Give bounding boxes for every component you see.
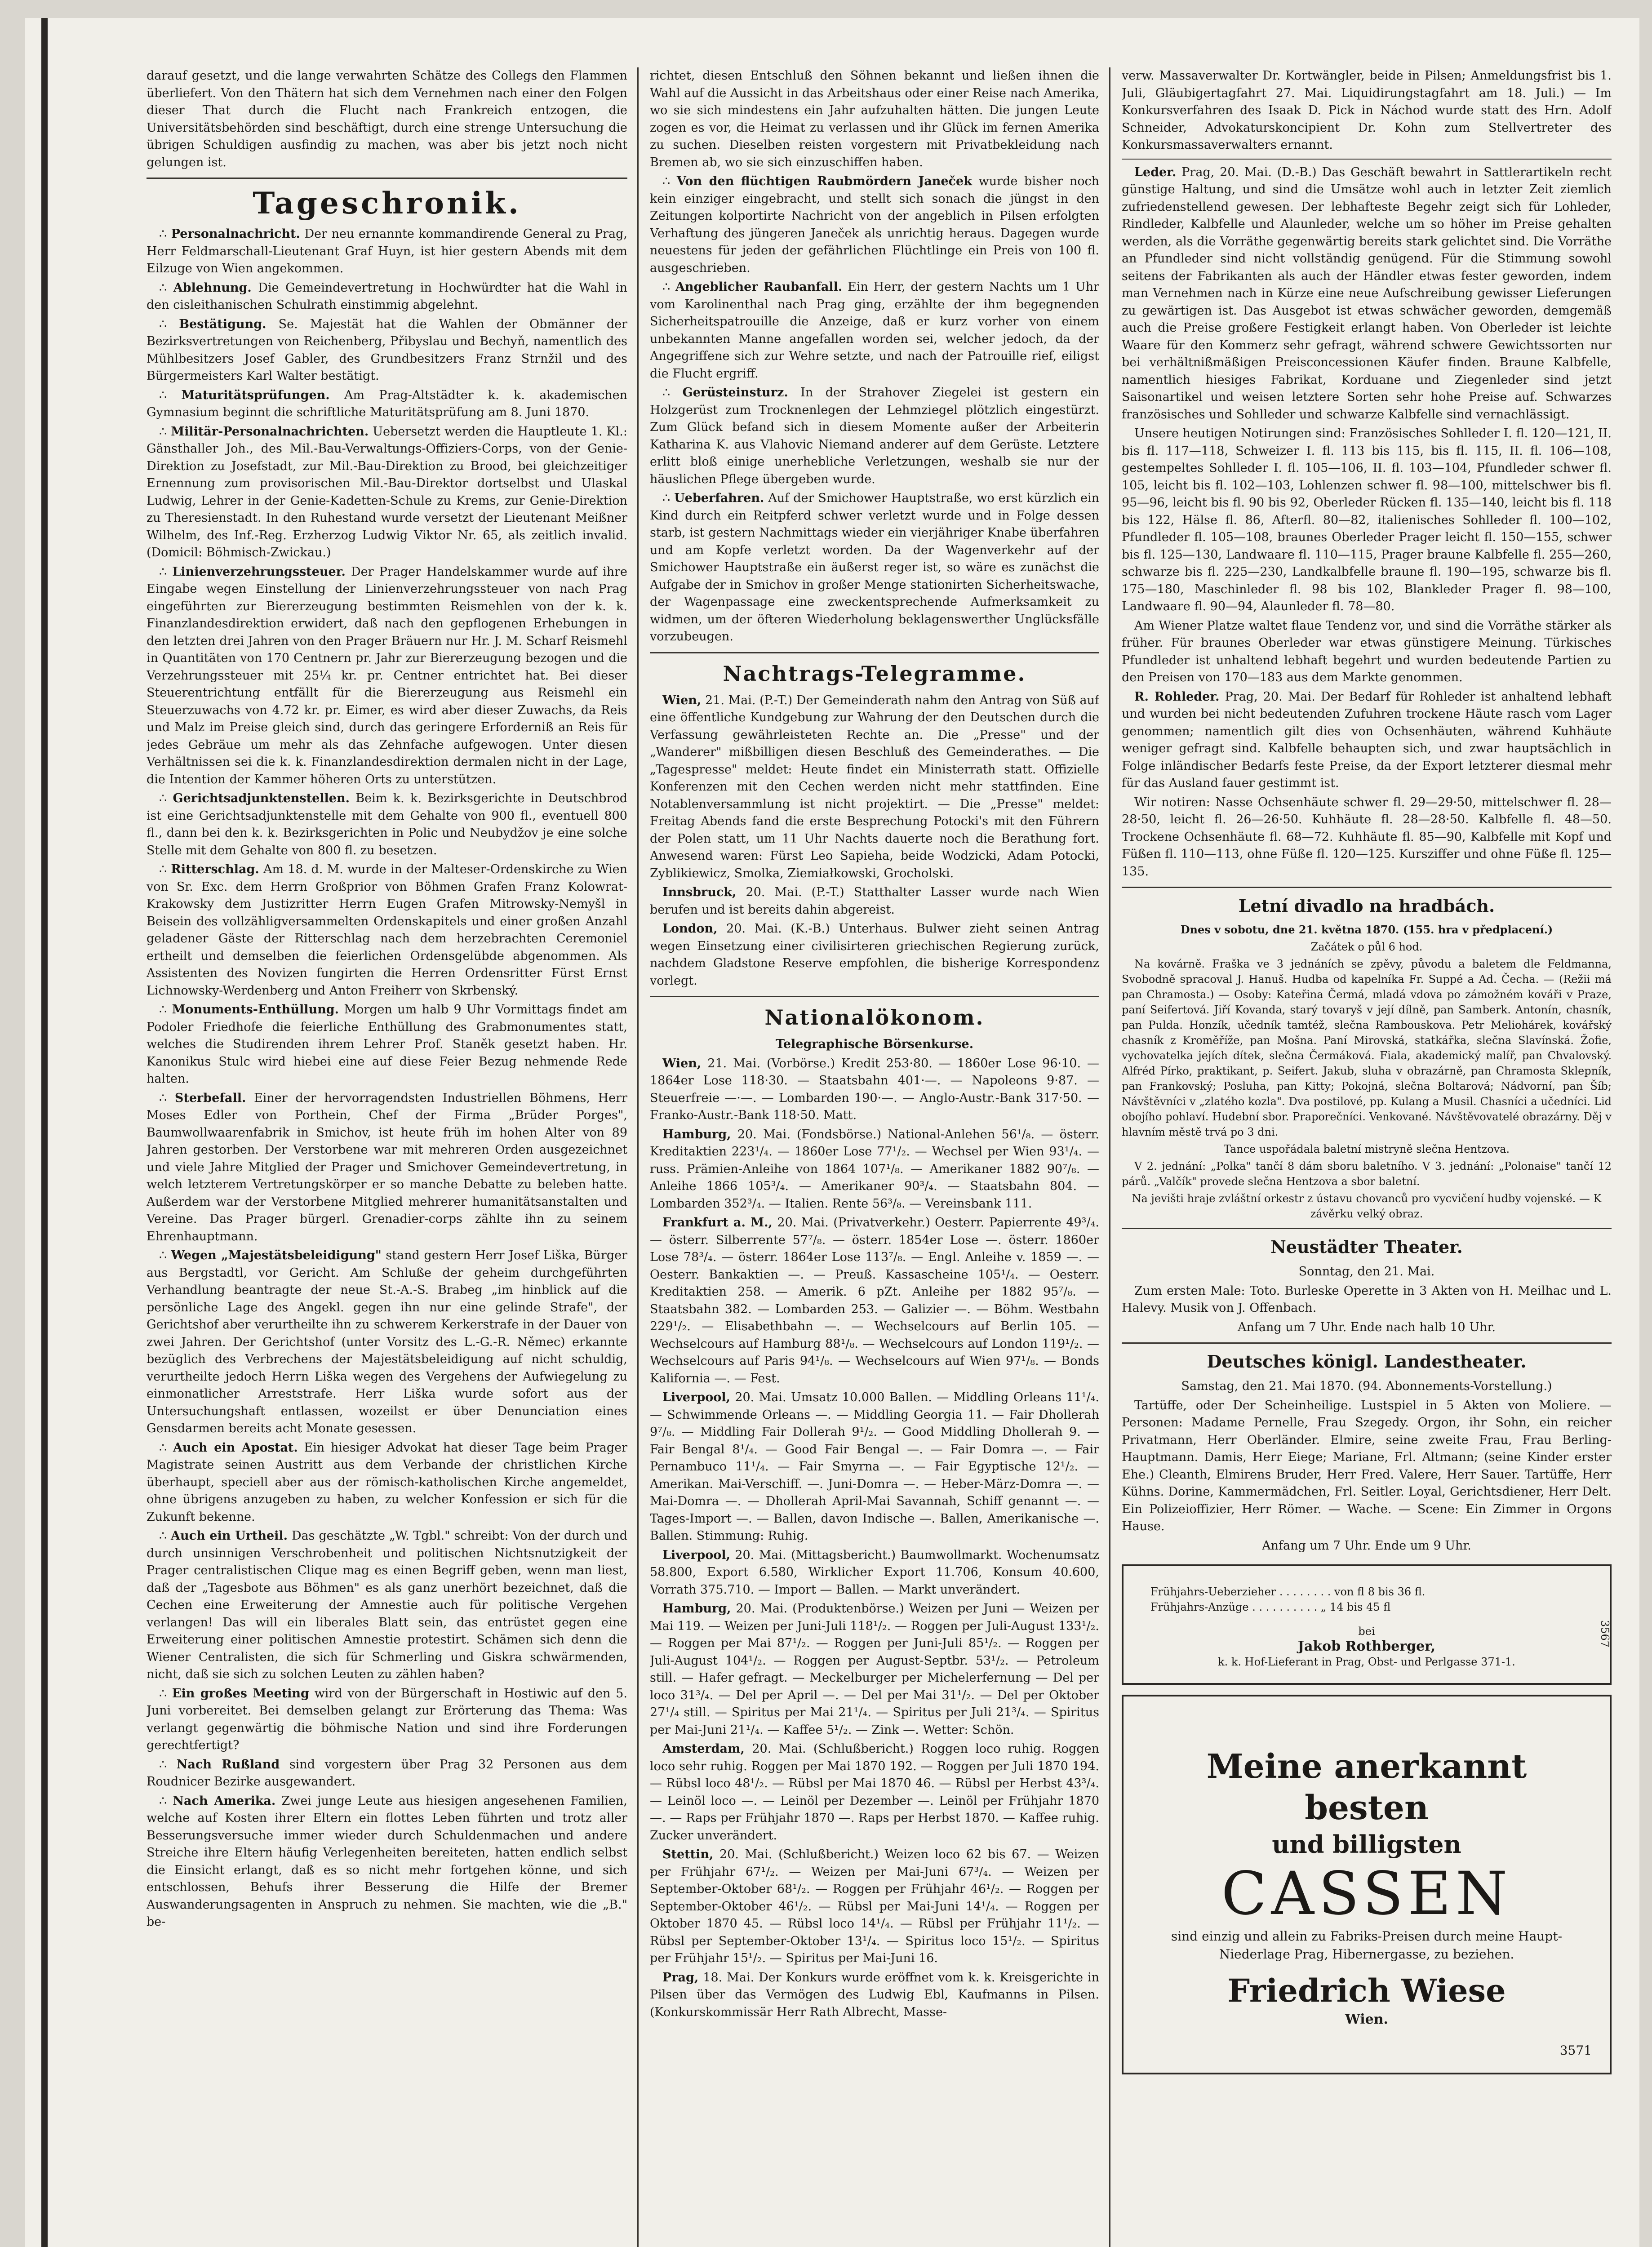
- item-text: Se. Majestät hat die Wahlen der Obmänner der Bezirksvertretungen von Reichenberg, Přibyslau und Bechyň, namentlich des Mühlbesitzers Josef Gabler, des Grundbesitzers Franz Strnžil und des Bürgermeisters Karl Walter bestätigt.: [147, 317, 627, 383]
- item-text: 20. Mai. (Mittagsbericht.) Baumwollmarkt. Wochenumsatz 58.800, Export 6.580, Wirklicher Export 11.706, Konsum 40.600, Vorrath 375.710. — Import — Ballen. — Markt unverändert.: [650, 1548, 1099, 1597]
- market-item: [650, 1969, 1099, 2021]
- item-keyword: Liverpool,: [662, 1390, 730, 1404]
- theater-start: Začátek o půl 6 hod.: [1310, 941, 1423, 953]
- item-keyword: Liverpool,: [662, 1548, 730, 1562]
- news-item: [650, 384, 1099, 488]
- item-marker: ∴: [159, 1091, 175, 1105]
- market-item: [650, 1389, 1099, 1545]
- item-text: Der neu ernannte kommandirende General zu Prag, Herr Feldmarschall-Lieutenant Graf Huyn, ist hier gestern Abends mit dem Eilzuge von Wien angekommen.: [147, 227, 627, 275]
- divider: [1122, 159, 1612, 160]
- item-text: Am 18. d. M. wurde in der Malteser-Ordenskirche zu Wien von Sr. Exc. dem Herrn Großprior von Böhmen Grafen Franz Kolowrat-Krakowsky dem Justizritter Herrn Eugen Grafen Mitrowsky-Nemyšl in Beisein des vollzähligversammelten Ordenskapitels und einer großen Anzahl geladener Gäste der Ritterschlag nach dem herzebrachten Ceremoniel ertheilt und demselben die feierlichen Ordensgelübde abgenommen. Als Assistenten des Novizen fungirten die Herren Ordensritter Fürst Ernst Lichnowsky-Werdenberg und Anton Freiherr von Skrbenský.: [147, 862, 627, 998]
- item-keyword: Ablehnung.: [173, 280, 252, 295]
- bourse-subheading: Telegraphische Börsenkurse.: [775, 1037, 974, 1051]
- item-keyword: Gerichtsadjunktenstellen.: [173, 791, 350, 805]
- market-item: [1122, 425, 1612, 616]
- ad-company-name: Jakob Rothberger,: [1297, 1639, 1436, 1654]
- continued-text: darauf gesetzt, und die lange verwahrten Schätze des Collegs den Flammen überliefert. Von den Thätern hat sich dem Vernehmen nach einer den Folgen dieser That durch die Flucht nach Frankreich entzogen, die Universitätsbehörden sind beschäftigt, durch eine strenge Untersuchung die übrigen Schuldigen ausfindig zu machen, was aber bis jetzt noch nicht gelungen ist.: [147, 69, 627, 169]
- item-keyword: Ein großes Meeting: [172, 1686, 309, 1701]
- item-keyword: Nach Rußland: [176, 1757, 280, 1772]
- news-items: [147, 226, 627, 1931]
- item-text: Zwei junge Leute aus hiesigen angesehenen Familien, welche auf Kosten ihrer Eltern ein flottes Leben führten und trotz aller Besserungsversuche immer wieder durch Schuldenmachen und andere Streiche ihre Eltern häufig Verlegenheiten bereiteten, hatten endlich selbst die Einsicht erlangt, daß es so nicht mehr fortgehen könne, und sich entschlossen, Behufs ihrer Besserung die Hilfe der Bremer Auswanderungsagenten in Anspruch zu nehmen. Sie machten, wie die „B." be-: [147, 1794, 627, 1929]
- theater-program: Tartüffe, oder Der Scheinheilige. Lustspiel in 5 Akten von Moliere. — Personen: Madame Pernelle, Frau Szegedy. Orgon, ihr Sohn, ein reicher Privatmann, Herr Oberländer. Elmire, seine zweite Frau, Frau Berling-Hauptmann. Damis, Herr Eiege; Mariane, Frl. Altmann; (seine Kinder erster Ehe.) Cleanth, Elmirens Bruder, Herr Fred. Valere, Herr Sauer. Tartüffe, Herr Kühns. Dorine, Kammermädchen, Frl. Seitler. Loyal, Gerichtsdiener, Herr Delt. Ein Polizeioffizier, Herr Römer. — Wache. — Scene: Ein Zimmer in Orgons Hause.: [1122, 1398, 1612, 1533]
- item-keyword: Ritterschlag.: [171, 862, 259, 876]
- item-text: Ein Herr, der gestern Nachts um 1 Uhr vom Karolinenthal nach Prag ging, erzählte der ihm begegnenden Sicherheitspatrouille die Anzeige, daß er kurz vorher von einem unbekannten Manne angefallen worden sei, welcher jedoch, da der Angegriffene sich zur Wehre setzte, und nach der Patrouille rief, eiligst die Flucht ergriff.: [650, 280, 1099, 381]
- news-item: [147, 564, 627, 789]
- item-keyword: Ueberfahren.: [674, 491, 764, 505]
- item-keyword: Wegen „Majestätsbeleidigung": [171, 1248, 382, 1262]
- item-keyword: Sterbefall.: [174, 1091, 246, 1105]
- news-item: [650, 173, 1099, 277]
- item-text: wurde bisher noch kein einziger eingebracht, und stellt sich sonach die jüngst in den Zeitungen kolportirte Nachricht von der angeblich in Pilsen erfolgten Verhaftung des jüngeren Janeček als unrichtig heraus. Dagegen wurde neuestens für jeden der gefährlichen Flüchtlinge ein Preis von 100 fl. ausgeschrieben.: [650, 174, 1099, 275]
- telegram-item: [650, 884, 1099, 919]
- item-text: 20. Mai. (Schlußbericht.) Weizen loco 62 bis 67. — Weizen per Frühjahr 67¹/₂. — Weizen per Mai-Juni 67³/₄. — Weizen per September-Oktober 68¹/₂. — Roggen per Frühjahr 46¹/₂. — Roggen per September-Oktober 46¹/₂. — Rübsl per Mai-Juni 14¹/₄. — Roggen per Oktober 1870 45. — Rübsl loco 14¹/₄. — Rübsl per Frühjahr 11¹/₂. — Rübsl per September-Oktober 13¹/₄. — Spiritus loco 15¹/₂. — Spiritus per Frühjahr 15¹/₂. — Spiritus per Mai-Juni 16.: [650, 1847, 1099, 1965]
- item-marker: ∴: [159, 1794, 173, 1808]
- news-item: [147, 316, 627, 385]
- news-item: [147, 226, 627, 278]
- news-item: [147, 1685, 627, 1754]
- continued-text: verw. Massaverwalter Dr. Kortwängler, beide in Pilsen; Anmeldungsfrist bis 1. Juli, Gläubigertagfahrt 27. Mai. Liquidirungstagfahrt am 18. Juli.) — Im Konkursverfahren des Isaak D. Pick in Náchod wurde statt des Hrn. Adolf Schneider, Advokaturskoncipient Dr. Kohn zum Stellvertreter des Konkursmassaverwalters ernannt.: [1122, 69, 1612, 152]
- item-text: 21. Mai. (P.-T.) Der Gemeinderath nahm den Antrag von Süß auf eine öffentliche Kundgebung zur Wahrung der den Deutschen durch die Verfassung gewährleisteten Rechte an. Die „Presse" und der „Wanderer" mißbilligen diesen Beschluß des Gemeinderathes. — Die „Tagespresse" meldet: Heute findet ein Ministerrath statt. Offizielle Konferenzen mit den Cechen werden nicht mehr stattfinden. Eine Notablenversammlung ist nicht projektirt. — Die „Presse" meldet: Freitag Abends fand die erste Besprechung Potocki's mit den Führern der Polen statt, um 11 Uhr Nachts dauerte noch die Berathung fort. Anwesend waren: Fürst Leo Sapieha, beide Wodzicki, Adam Potocki, Zyblikiewicz, Smolka, Ziemiałkowski, Grocholski.: [650, 693, 1099, 880]
- market-item: [650, 1741, 1099, 1844]
- ad-line: Frühjahrs-Anzüge . . . . . . . . . . „ 14 bis 45 fl: [1150, 1601, 1391, 1613]
- ad-address: k. k. Hof-Lieferant in Prag, Obst- und Perlgasse 371-1.: [1218, 1656, 1515, 1668]
- theater-times: Anfang um 7 Uhr. Ende um 9 Uhr.: [1262, 1538, 1471, 1553]
- column-1: [147, 67, 627, 2247]
- news-item: [650, 279, 1099, 382]
- item-keyword: Wien,: [662, 693, 702, 707]
- item-keyword: London,: [662, 922, 718, 936]
- item-keyword: Von den flüchtigen Raubmördern Janeček: [676, 174, 972, 188]
- item-keyword: Monuments-Enthüllung.: [172, 1003, 339, 1017]
- item-text: 18. Mai. Der Konkurs wurde eröffnet vom k. k. Kreisgerichte in Pilsen über das Vermögen des Ludwig Ebl, Kaufmanns in Pilsen. (Konkurskommissär Herr Rath Albrecht, Masse-: [650, 1970, 1099, 2019]
- item-keyword: Personalnachricht.: [171, 227, 300, 241]
- item-marker: ∴: [159, 791, 173, 805]
- item-text: 20. Mai. (Produktenbörse.) Weizen per Juni — Weizen per Mai 119. — Weizen per Juni-Juli 118¹/₂. — Roggen per Juli-August 133¹/₂. — Roggen per Mai 87¹/₂. — Roggen per Juni-Juli 85¹/₂. — Roggen per Juli-August 104¹/₂. — Roggen per August-Septbr. 53¹/₂. — Petroleum still. — Hafer gefragt. — Meckelburger per Michelerfernung — Del per loco 31³/₄. — Del per April —. — Del per Mai 31¹/₂. — Del per Oktober 27¹/₄ still. — Spiritus per Mai 21¹/₄. — Spiritus per Juli 21³/₄. — Spiritus per Mai-Juni 21¹/₄. — Kaffee 5¹/₂. — Zink —. Wetter: Schön.: [650, 1602, 1099, 1737]
- divider: [147, 178, 627, 179]
- news-item: [147, 790, 627, 859]
- market-item: [650, 1126, 1099, 1213]
- item-marker: ∴: [159, 317, 179, 331]
- theater-date: Sonntag, den 21. Mai.: [1298, 1265, 1435, 1279]
- item-text: 20. Mai. (Fondsbörse.) National-Anlehen 56¹/₈. — österr. Kreditaktien 223¹/₄. — 1860er Lose 77¹/₂. — Wechsel per Wien 93¹/₄. — russ. Prämien-Anleihe von 1864 107¹/₈. — Amerikaner 1882 90⁷/₈. — Anleihe 1866 105³/₄. — Amerikaner 90³/₄. — Staatsbahn 804. — Lombarden 352³/₄. — Italien. Rente 56³/₈. — Vereinsbank 111.: [650, 1127, 1099, 1211]
- item-marker: ∴: [662, 386, 683, 400]
- news-item: [650, 490, 1099, 646]
- item-text: sind vorgestern über Prag 32 Personen aus dem Roudnicer Bezirke ausgewandert.: [147, 1757, 627, 1789]
- item-keyword: Hamburg,: [662, 1602, 731, 1616]
- divider: [1122, 1342, 1612, 1344]
- item-marker: ∴: [662, 280, 675, 294]
- theater-program: Na kovárně. Fraška ve 3 jednáních se zpěvy, původu a baletem dle Feldmanna, Svobodně spracoval J. Hanuš. Hudba od kapelníka Fr. Suppé a Ad. Čecha. — (Režii má pan Chramosta.) — Osoby: Kateřina Čermá, mladá vdova po zámožném kováři v Praze, paní Seifertová. Jiří Kovanda, starý tovaryš v její dílně, pan Samberk. Antonín, chasník, pan Pulda. Honzík, učedník tamtéž, slečna Rambouskova. Petr Meliohárek, kovářský chasník z Kroměříže, pan Mošna. Paní Mirovská, statkářka, slečna Slavínská. Žofie, vychovatelka jejích dítek, slečna Čermáková. Fiala, akademický malíř, pan Chvalovský. Alfréd Pírko, praktikant, p. Seifert. Jakub, sluha v obrazárně, pan Chramosta Sklepník, pan Frankovský; Posluha, pan Kitty; Pokojná, slečna Boltarová; Nádvorní, pan Šíb; Návštěvníci v „zlatého kozla". Dva postilové, pp. Kulang a Musil. Chasníci a učedníci. Lid obojího pohlaví. Hudební sbor. Praporečníci. Venkované. Návštěvovatelé obrazárny. Děj v hlavním městě trvá po 3 dni.: [1122, 958, 1612, 1138]
- column-2: [650, 67, 1099, 2247]
- ad-city: Wien.: [1345, 2012, 1388, 2027]
- ad-firm: Friedrich Wiese: [1227, 1972, 1506, 2009]
- item-keyword: Gerüsteinsturz.: [682, 386, 788, 400]
- item-keyword: Wien,: [662, 1056, 702, 1070]
- section-heading-tageschronik: Tageschronik.: [253, 186, 521, 221]
- market-items: [650, 1055, 1099, 2021]
- divider: [650, 996, 1099, 997]
- ad-title: Meine anerkannt besten: [1206, 1747, 1527, 1827]
- market-item: [1122, 617, 1612, 687]
- advertisement-cassen: [1122, 1695, 1612, 2074]
- item-text: Ein hiesiger Advokat hat dieser Tage beim Prager Magistrate seinen Austritt aus dem Verbande der christlichen Kirche überhaupt, speciell aber aus der römisch-katholischen Kirche angemeldet, ohne übrigens anzugeben zu haben, zu welcher Konfession er sich für die Zukunft bekenne.: [147, 1440, 627, 1524]
- left-margin-bar: [41, 18, 48, 2247]
- item-text: Einer der hervorragendsten Industriellen Böhmens, Herr Moses Edler von Porthein, Chef der Firma „Brüder Porges", Baumwollwaarenfabrik in Smichov, ist heute früh im hohen Alter von 89 Jahren gestorben. Der Verstorbene war mit mehreren Orden ausgezeichnet und viele Jahre Mitglied der Prager und Smichover Gemeindevertretung, in welch letzterem Vertretungskörper er so manche Debatte zu beleben hatte. Außerdem war der Verstorbene Mitglied mehrerer humanitätsanstalten und Vereine. Das Prager bürgerl. Grenadier-corps zählte ihn zu seinem Ehrenhauptmann.: [147, 1091, 627, 1243]
- theater-program: Zum ersten Male: Toto. Burleske Operette in 3 Akten von H. Meilhac und L. Halevy. Musik von J. Offenbach.: [1122, 1283, 1612, 1315]
- theater-times: Anfang um 7 Uhr. Ende nach halb 10 Uhr.: [1238, 1320, 1496, 1334]
- theater-heading-neustadt: Neustädter Theater.: [1270, 1237, 1463, 1257]
- news-item: [147, 1001, 627, 1088]
- theater-heading-landestheater: Deutsches königl. Landestheater.: [1207, 1351, 1527, 1372]
- item-text: Am Wiener Platze waltet flaue Tendenz vor, und sind die Vorräthe stärker als früher. Für braunes Oberleder war etwas günstigere Meinung. Türkisches Pfundleder ist unhaltend lebhaft begehrt und wurden bedeutende Partien zu den Preisen von 170—183 aus dem Markte genommen.: [1122, 618, 1612, 684]
- news-item: [147, 861, 627, 999]
- item-text: Uebersetzt werden die Hauptleute 1. Kl.: Gänsthaller Joh., des Mil.-Bau-Verwaltungs-Offiziers-Corps, von der Genie-Direktion zu Josefstadt, zur Mil.-Bau-Direktion zu Brood, bei gleichzeitiger Ernennung zum provisorischen Mil.-Bau-Direktor dortselbst und Ulaskal Ludwig, Lehrer in der Genie-Kadetten-Schule zu Krems, zur Genie-Direktion zu Theresienstadt. In den Ruhestand wurde versetzt der Lieutenant Meißner Wilhelm, des Inf.-Reg. Erzherzog Ludwig Viktor Nr. 65, als zeitlich invalid. (Domicil: Böhmisch-Zwickau.): [147, 424, 627, 560]
- item-marker: ∴: [159, 1003, 172, 1017]
- market-item: [1122, 794, 1612, 881]
- item-text: Beim k. k. Bezirksgerichte in Deutschbrod ist eine Gerichtsadjunktenstelle mit dem Gehalte von 900 fl., eventuell 800 fl., dann bei den k. k. Bezirksgerichten in Polic und Neubydžov je eine solche Stelle mit dem Gehalte von 800 fl. zu besetzen.: [147, 791, 627, 857]
- news-item: [147, 1247, 627, 1438]
- market-item: [650, 1214, 1099, 1387]
- item-marker: ∴: [159, 424, 171, 439]
- item-keyword: Stettin,: [662, 1847, 714, 1861]
- section-heading-economy: Nationalökonom.: [764, 1005, 985, 1030]
- section-heading-telegrams: Nachtrags-Telegramme.: [723, 661, 1026, 686]
- news-item: [147, 423, 627, 562]
- item-marker: ∴: [159, 1529, 171, 1543]
- divider: [650, 652, 1099, 653]
- divider: [1122, 1228, 1612, 1229]
- item-keyword: Prag,: [662, 1970, 699, 1985]
- ad-product: CASSEN: [1221, 1859, 1512, 1928]
- news-item: [147, 387, 627, 422]
- news-item: [147, 1439, 627, 1526]
- item-marker: ∴: [159, 862, 171, 876]
- item-marker: ∴: [159, 1248, 171, 1262]
- theater-note: Na jevišti hraje zvláštní orkestr z ústavu chovanců pro vycvičení hudby vojenské. — K závěrku velký obraz.: [1132, 1192, 1602, 1220]
- item-text: 20. Mai. (P.-T.) Statthalter Lasser wurde nach Wien berufen und ist bereits dahin abgereist.: [650, 885, 1099, 917]
- theater-date: Dnes v sobotu, dne 21. května 1870. (155. hra v předplacení.): [1180, 923, 1553, 936]
- item-text: stand gestern Herr Josef Liška, Bürger aus Bergstadtl, vor Gericht. Am Schluße der geheim durchgeführten Verhandlung beantragte der neue St.-A.-S. Brabeg „im hinblick auf die persönliche Lage des Angekl. gegen ihn nur eine gelinde Strafe", der Gerichtshof aber verurtheilte ihn zu schwerem Kerkerstrafe in der Dauer von zwei Jahren. Der Gerichtshof (unter Vorsitz des L.-G.-R. Němec) erkannte bezüglich des Verbrechens der Majestätsbeleidigung auf nicht schuldig, verurtheilte jedoch Herrn Liška wegen des Vergehens der Aufwiegelung zu einmonatlicher Arreststrafe. Herr Liška wurde sofort aus der Untersuchungshaft entlassen, wozeilst er über Denunciation eines Gensdarmen bereits acht Monate gesessen.: [147, 1248, 627, 1435]
- ad-number: 3571: [1559, 2043, 1592, 2058]
- item-text: Prag, 20. Mai. Der Bedarf für Rohleder ist anhaltend lebhaft und wurden bei nicht bedeutenden Zufuhren trockene Häute rasch vom Lager genommen; namentlich gilt dies von Ochsenhäuten, während Kuhhäute weniger gefragt sind. Kalbfelle behaupten sich, und zwar hauptsächlich in Folge inländischer Bedarfs feste Preise, da der Export letzterer diesmal mehr für das Ausland fauer gestimmt ist.: [1122, 689, 1612, 790]
- item-marker: ∴: [159, 1440, 173, 1455]
- item-text: Das geschätzte „W. Tgbl." schreibt: Von der durch und durch unsinnigen Verschrobenheit und politischen Nichtsnutzigkeit der Prager centralistischen Clique mag es einen Begriff geben, wenn man liest, daß der „Tagesbote aus Böhmen" es als ganz unerhört bezeichnet, daß die Cechen eine Erweiterung der Amnestie auch für politische Vergehen verlangen! Das will ein liberales Blatt sein, das entrüstet gegen eine Erweiterung einer politischen Amnestie protestirt. Schämen sich denn die Wiener Centralisten, die sich für Schmerling und Giskra schwärmenden, nicht, daß sie sich zu solchen Leuten zu zählen haben?: [147, 1529, 627, 1681]
- item-text: Morgen um halb 9 Uhr Vormittags findet am Podoler Friedhofe die feierliche Enthüllung des Grabmonumentes statt, welches die Studirenden ihrem Lehrer Prof. Staněk gesetzt haben. Hr. Kanonikus Stulc wird hiebei eine auf diese Feier Bezug nehmende Rede halten.: [147, 1003, 627, 1086]
- item-text: wird von der Bürgerschaft in Hostiwic auf den 5. Juni vorbereitet. Bei demselben gelangt zur Erörterung das Thema: Was verlangt gegenwärtig die böhmische Nation und sind ihre Forderungen gerechtfertigt?: [147, 1686, 627, 1752]
- news-item: [147, 1793, 627, 1931]
- item-text: Unsere heutigen Notirungen sind: Französisches Sohlleder I. fl. 120—121, II. bis fl. 117—118, Schweizer I. fl. 113 bis 115, bis fl. 115, II. fl. 106—108, gestempeltes Sohlleder I. fl. 105—106, II. fl. 103—104, Pfundleder schwer fl. 105, leicht bis fl. 102—103, Lohlenzen schwer fl. 98—100, mittelschwer bis fl. 95—96, leicht bis fl. 90 bis 92, Oberleder Rücken fl. 135—140, leicht bis fl. 118 bis 122, Hälse fl. 86, Afterfl. 80—82, italienisches Sohlleder fl. 100—102, Pfundleder fl. 105—108, braunes Oberleder Prager leicht fl. 150—155, schwer bis fl. 125—130, Landwaare fl. 110—115, Prager braune Kalbfelle fl. 255—260, schwarze bis fl. 225—230, Landkalbfelle braune fl. 190—195, schwarze bis fl. 175—180, Maschinleder fl. 98 bis 102, Blankleder Prager fl. 98—100, Landwaare fl. 90—94, Alaunleder fl. 78—80.: [1122, 426, 1612, 613]
- news-item: [147, 1528, 627, 1683]
- news-items: [650, 173, 1099, 646]
- news-item: [147, 280, 627, 314]
- telegram-item: [650, 692, 1099, 883]
- column-3: [1122, 67, 1612, 2247]
- item-keyword: Bestätigung.: [179, 317, 266, 331]
- item-keyword: R. Rohleder.: [1134, 689, 1220, 704]
- item-text: 20. Mai. (Schlußbericht.) Roggen loco ruhig. Roggen loco sehr ruhig. Roggen per Mai 1870 192. — Roggen per Juli 1870 194. — Rübsl loco 48¹/₂. — Rübsl per Mai 1870 46. — Rübsl per Herbst 43³/₄. — Leinöl loco —. — Leinöl per Dezember —. Leinöl per Frühjahr 1870 —. — Raps per Frühjahr 1870 —. Raps per Herbst 1870. — Kaffee ruhig. Zucker unverändert.: [650, 1742, 1099, 1843]
- ad-subtitle: und billigsten: [1272, 1830, 1461, 1859]
- item-marker: ∴: [159, 564, 173, 579]
- leather-market: [1122, 164, 1612, 881]
- ad-number: 3567: [1599, 1620, 1611, 1648]
- column-rule: [637, 67, 639, 2247]
- item-keyword: Auch ein Apostat.: [173, 1440, 298, 1455]
- market-item: [650, 1846, 1099, 1967]
- market-item: [1122, 164, 1612, 424]
- news-item: [147, 1090, 627, 1246]
- ad-bei: bei: [1358, 1625, 1375, 1638]
- news-item: [147, 1756, 627, 1791]
- advertisement-rothberger: [1122, 1564, 1612, 1685]
- newspaper-page: [25, 18, 1639, 2247]
- item-keyword: Maturitätsprüfungen.: [181, 388, 330, 402]
- column-rule: [1109, 67, 1110, 2247]
- item-marker: ∴: [662, 491, 675, 505]
- market-item: [650, 1547, 1099, 1599]
- item-text: Wir notiren: Nasse Ochsenhäute schwer fl. 29—29·50, mittelschwer fl. 28—28·50, leicht fl. 26—26·50. Kuhhäute fl. 28—28·50. Kalbfelle fl. 48—50. Trockene Ochsenhäute fl. 68—72. Kuhhäute fl. 85—90, Kalbfelle mit Kopf und Füßen fl. 110—113, ohne Füße fl. 120—125. Kursziffer und ohne Füße fl. 125—135.: [1122, 795, 1612, 879]
- item-text: In der Strahover Ziegelei ist gestern ein Holzgerüst zum Trocknenlegen der Lehmziegel plötzlich eingestürzt. Zum Glück befand sich in diesem Momente außer der Arbeiterin Katharina K. aus Vlahovic Niemand anderer auf dem Gerüste. Letztere erlitt bloß einige unerhebliche Verletzungen, weshalb sie nur der häuslichen Pflege übergeben wurde.: [650, 386, 1099, 486]
- item-text: Am Prag-Altstädter k. k. akademischen Gymnasium beginnt die schriftliche Maturitätsprüfung am 8. Juni 1870.: [147, 388, 627, 419]
- theater-dance-detail: V 2. jednání: „Polka" tančí 8 dám sboru baletního. V 3. jednání: „Polonaise" tančí 12 párů. „Valčík" provede slečna Hentzova a sbor baletní.: [1122, 1160, 1612, 1188]
- item-marker: ∴: [159, 227, 171, 241]
- telegram-item: [650, 920, 1099, 990]
- market-item: [650, 1055, 1099, 1124]
- item-keyword: Leder.: [1134, 165, 1177, 179]
- item-keyword: Nach Amerika.: [173, 1794, 276, 1808]
- market-item: [1122, 688, 1612, 792]
- item-text: Auf der Smichower Hauptstraße, wo erst kürzlich ein Kind durch ein Reitpferd schwer verletzt wurde und in Folge dessen starb, ist gestern Nachmittags wieder ein vierjähriger Knabe überfahren und am Kopfe verletzt worden. Da der Wagenverkehr auf der Smichower Hauptstraße ein äußerst reger ist, so wäre es zunächst die Aufgabe der in Smichov in großer Menge stationirten Sicherheitswache, der Wagenpassage eine zweckentsprechende Aufmerksamkeit zu widmen, um der öfteren Wiederholung beklagenswerther Unglücksfälle vorzubeugen.: [650, 491, 1099, 644]
- item-text: Die Gemeindevertretung in Hochwürdter hat die Wahl in den cisleithanischen Schulrath einstimmig abgelehnt.: [147, 280, 627, 312]
- item-keyword: Hamburg,: [662, 1127, 731, 1141]
- item-marker: ∴: [159, 1757, 177, 1772]
- theater-dance: Tance uspořádala baletní mistryně slečna Hentzova.: [1223, 1143, 1510, 1155]
- item-keyword: Amsterdam,: [662, 1742, 745, 1756]
- item-text: Prag, 20. Mai. (D.-B.) Das Geschäft bewahrt in Sattlerartikeln recht günstige Haltung, und sind die Umsätze wohl auch in letzter Zeit ziemlich zufriedenstellend gewesen. Der lebhafteste Begehr zeigt sich für Lohleder, Rindleder, Kalbfelle und Alaunleder, welche um so höher im Preise gehalten werden, als die Vorräthe gegenwärtig bereits stark gelichtet sind. Die Vorräthe an Pfundleder sind nicht vollständig genügend. Für die Stimmung sowohl seitens der Fabrikanten als auch der Händler etwas fester geworden, indem man Vernehmen nach in Kürze eine neue Aufschreibung gewisser Lieferungen zu gewärtigen ist. Das Ausgebot ist etwas schwächer geworden, demgemäß auch die Preise großere Festigkeit erlangt haben. Von Oberleder ist leichte Waare für den Kommerz sehr gefragt, während schwere Gewichtssorten nur bei verhältnißmäßigen Preisconcessionen Käufer finden. Braune Kalbfelle, namentlich hiesiges Fabrikat, Korduane und Ziegenleder sind jetzt Saisonartikel und weisen letztere Sorten sehr hohe Preise auf. Schwarzes französisches und Sohlleder und schwarze Kalbfelle sind vernachlässigt.: [1122, 165, 1612, 422]
- divider: [1122, 887, 1612, 888]
- item-keyword: Angeblicher Raubanfall.: [675, 280, 843, 294]
- item-marker: ∴: [159, 1686, 172, 1701]
- item-keyword: Linienverzehrungssteuer.: [172, 564, 346, 579]
- item-text: Der Prager Handelskammer wurde auf ihre Eingabe wegen Einstellung der Linienverzehrungssteuer von nach Prag eingeführten zur Biererzeugung bestimmten Reismehlen von der k. k. Finanzlandesdirektion erwidert, daß nach den gepflogenen Erhebungen in den letzten drei Jahren von den Prager Bräuern nur Hr. J. M. Scharf Reismehl in Quantitäten von 170 Centnern pr. Jahr zur Biererzeugung bezogen und die Verzehrungssteuer mit 25¼ kr. pr. Centner entrichtet hat. Bei dieser Steuerentrichtung entfällt für die Biererzeugung aus Reismehl ein Steuerzuwachs von 4.72 kr. pr. Eimer, es wird aber dieser Zuwachs, da Reis und Malz im Preise gleich sind, durch das geringere Erforderniß an Reis für jedes Gebräue um mehr als das Zehnfache aufgewogen. Unter diesen Verhältnissen sei die k. k. Finanzlandesdirektion dermalen nicht in der Lage, die Intention der Kammer höheren Orts zu unterstützen.: [147, 564, 627, 786]
- item-keyword: Innsbruck,: [662, 885, 737, 899]
- theater-heading-letni: Letní divadlo na hradbách.: [1238, 896, 1495, 916]
- item-marker: ∴: [159, 388, 182, 402]
- ad-line: Frühjahrs-Ueberzieher . . . . . . . . von fl 8 bis 36 fl.: [1150, 1585, 1426, 1598]
- item-marker: ∴: [662, 174, 677, 188]
- ad-body: sind einzig und allein zu Fabriks-Preisen durch meine Haupt-Niederlage Prag, Hibernergasse, zu beziehen.: [1171, 1929, 1563, 1962]
- item-text: 20. Mai. (K.-B.) Unterhaus. Bulwer zieht seinen Antrag wegen Einsetzung einer civilisirteren griechischen Regierung zurück, nachdem Gladstone Reserve empfohlen, die bisherige Korrespondenz vorlegt.: [650, 922, 1099, 988]
- item-text: 21. Mai. (Vorbörse.) Kredit 253·80. — 1860er Lose 96·10. — 1864er Lose 118·30. — Staatsbahn 401·—. — Napoleons 9·87. — Steuerfreie —·—. — Lombarden 190·—. — Anglo-Austr.-Bank 317·50. — Franko-Austr.-Bank 118·50. Matt.: [650, 1056, 1099, 1122]
- market-item: [650, 1600, 1099, 1739]
- telegram-items: [650, 692, 1099, 990]
- item-keyword: Frankfurt a. M.,: [662, 1216, 773, 1230]
- item-text: 20. Mai. (Privatverkehr.) Oesterr. Papierrente 49³/₄. — österr. Silberrente 57⁷/₈. — österr. 1854er Lose —. österr. 1860er Lose 78³/₄. — österr. 1864er Lose 113⁷/₈. — Engl. Anleihe v. 1859 —. — Oesterr. Bankaktien —. — Preuß. Kassascheine 105¹/₄. — Oesterr. Kreditaktien 258. — Amerik. 6 pZt. Anleihe per 1882 95⁷/₈. — Staatsbahn 382. — Lombarden 253. — Galizier —. — Böhm. Westbahn 229¹/₂. — Elisabethbahn —. — Wechselcours auf Berlin 105. — Wechselcours auf Hamburg 88¹/₈. — Wechselcours auf London 119¹/₂. — Wechselcours auf Paris 94¹/₈. — Wechselcours auf Wien 97¹/₈. — Bonds Kalifornia —. — Fest.: [650, 1216, 1099, 1386]
- theater-date: Samstag, den 21. Mai 1870. (94. Abonnements-Vorstellung.): [1181, 1379, 1552, 1393]
- item-keyword: Militär-Personalnachrichten.: [171, 424, 369, 439]
- continued-text: richtet, diesen Entschluß den Söhnen bekannt und ließen ihnen die Wahl auf die Aussicht in das Arbeitshaus oder einer Reise nach Amerika, wo sie sich mindestens ein Jahr aufzuhalten hätten. Die jungen Leute zogen es vor, die Heimat zu verlassen und ihr Glück im fernen Amerika zu suchen. Dieselben reisten vorgestern mit Privatbekleidung nach Bremen ab, wo sie sich einzuschiffen haben.: [650, 69, 1099, 169]
- item-text: 20. Mai. Umsatz 10.000 Ballen. — Middling Orleans 11¹/₄. — Schwimmende Orleans —. — Middling Georgia 11. — Fair Dhollerah 9⁷/₈. — Middling Fair Dollerah 9¹/₂. — Good Middling Dhollerah 9. — Fair Bengal 8¹/₄. — Good Fair Bengal —. — Fair Domra —. — Fair Pernambuco 11¹/₄. — Fair Smyrna —. — Fair Egyptische 12¹/₂. — Amerikan. Mai-Verschiff. —. Juni-Domra —. — Heber-März-Domra —. — Mai-Domra —. — Dhollerah April-Mai Savannah, Schiff genannt —. — Tages-Import —. — Ballen, davon Indische —. Ballen, Amerikanische —. Ballen. Stimmung: Ruhig.: [650, 1390, 1099, 1543]
- item-marker: ∴: [159, 280, 173, 295]
- item-keyword: Auch ein Urtheil.: [171, 1529, 288, 1543]
